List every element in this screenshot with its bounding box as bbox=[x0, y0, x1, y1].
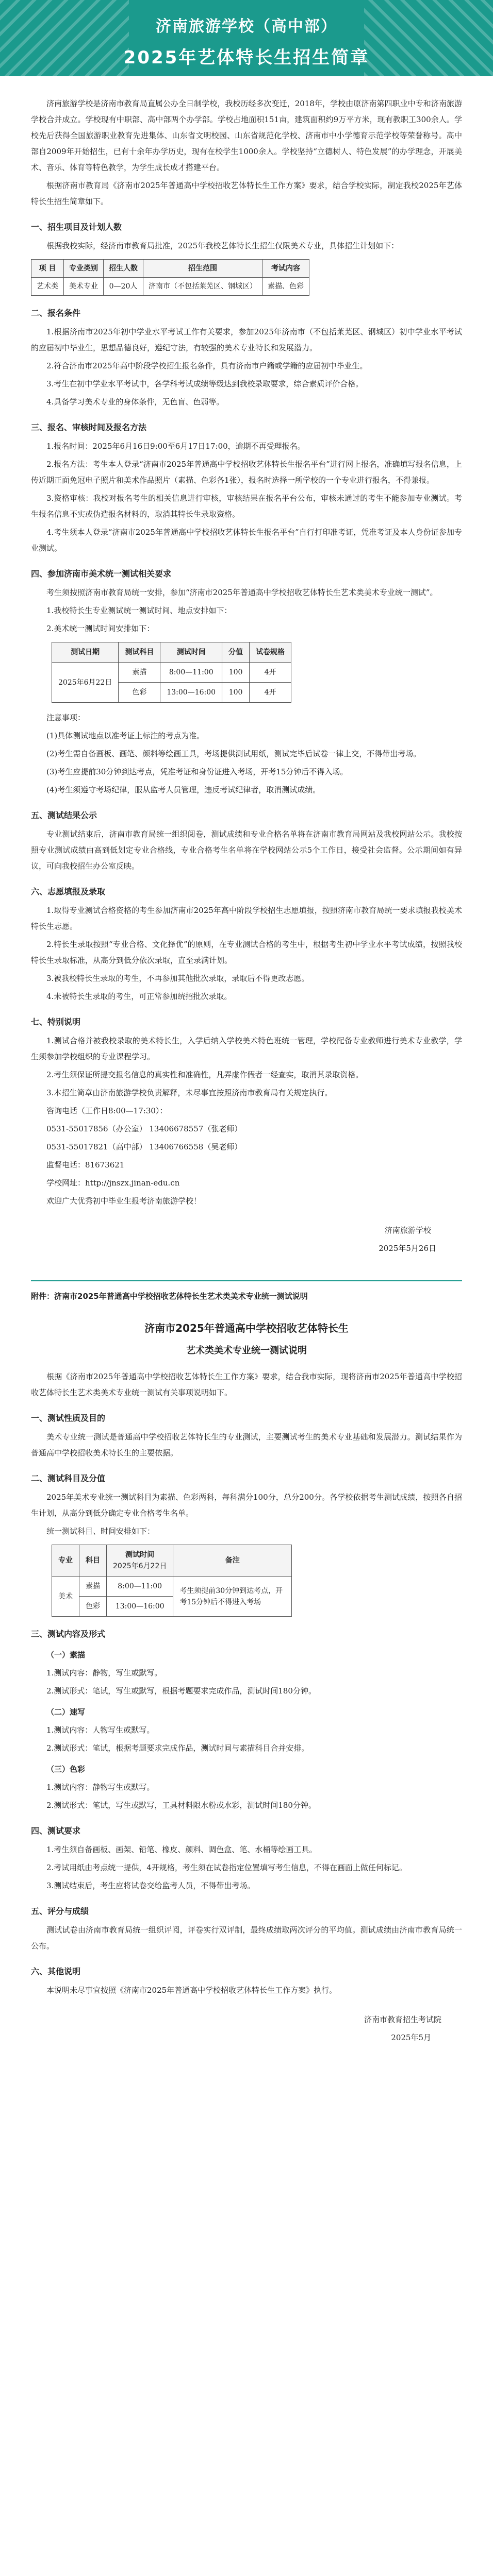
table-cell: 8:00—11:00 bbox=[107, 1577, 173, 1597]
paragraph: 美术专业统一测试是普通高中学校招收艺体特长生的专业测试，主要测试考生的美术专业基础和发展潜力。测试结果作为普通高中学校招收美术特长生的主要依据。 bbox=[31, 1432, 462, 1458]
table-cell: 素描 bbox=[79, 1577, 107, 1597]
paragraph: 根据我校实际，经济南市教育局批准，2025年我校艺体特长生招生仅限美术专业，具体招生计划如下： bbox=[46, 241, 399, 250]
table-header: 招生范围 bbox=[143, 260, 262, 278]
section-heading: 六、其他说明 bbox=[31, 1967, 81, 1976]
paragraph: 专业测试结束后，济南市教育局统一组织阅卷，测试成绩和专业合格名单将在济南市教育局网站及我校网站公示。我校按照专业测试成绩由高到低划定专业合格线，专业合格考生名单将在学校网站公示5个工作日，接受社会监督。公示期间如有异议，可向我校招生办公室反映。 bbox=[31, 829, 462, 871]
attachment-title: 济南市2025年普通高中学校招收艺体特长生 bbox=[144, 1322, 349, 1334]
section-heading: 三、测试内容及形式 bbox=[31, 1629, 106, 1639]
list-item: 2.考试用纸由考点统一提供，4开规格，考生须在试卷指定位置填写考生信息，不得在画面上做任何标记。 bbox=[46, 1863, 407, 1872]
paragraph: 根据《济南市2025年普通高中学校招收艺体特长生工作方案》要求，结合我市实际，现将济南市2025年普通高中学校招收艺体特长生艺术类美术专业统一测试有关事项说明如下。 bbox=[31, 1372, 462, 1397]
table-header-date: 2025年6月22日 bbox=[113, 1562, 167, 1570]
welcome-text: 欢迎广大优秀初中毕业生报考济南旅游学校！ bbox=[46, 1196, 202, 1206]
list-item: 3.本招生简章由济南旅游学校负责解释，未尽事宜按照济南市教育局有关规定执行。 bbox=[46, 1088, 333, 1097]
attachment-signoff-date: 2025年5月 bbox=[391, 2033, 431, 2042]
paragraph: 2.美术统一测试时间安排如下： bbox=[46, 624, 155, 633]
attachment-body bbox=[0, 1367, 493, 2046]
list-item: 1.测试内容：静物，写生或默写。 bbox=[46, 1668, 162, 1677]
list-item: 2.特长生录取按照“专业合格、文化择优”的原则，在专业测试合格的考生中，根据考生初中学业水平考试成绩，按照我校特长生录取标准，从高分到低分依次录取，直至录满计划。 bbox=[31, 940, 462, 965]
contact-line: 0531-55017821（高中部） 13406766558（吴老师） bbox=[46, 1142, 242, 1151]
article-body bbox=[0, 76, 493, 1257]
list-item: 4.考生须本人登录“济南市2025年普通高中学校招收艺体特长生报名平台”自行打印准考证，凭准考证及本人身份证参加专业测试。 bbox=[31, 528, 462, 553]
table-header: 专业类别 bbox=[64, 260, 104, 278]
table-cell: 美术专业 bbox=[64, 278, 104, 296]
note-item: (1)具体测试地点以准考证上标注的考点为准。 bbox=[46, 731, 205, 740]
table-cell: 素描 bbox=[119, 663, 160, 683]
signoff-org: 济南旅游学校 bbox=[384, 1226, 431, 1235]
section-heading: 六、志愿填报及录取 bbox=[31, 887, 106, 896]
intro-paragraph: 济南旅游学校是济南市教育局直属公办全日制学校，我校历经多次变迁，2018年，学校由原济南第四职业中专和济南旅游学校合并成立。学校现有中职部、高中部两个办学部。学校占地面积151亩，建筑面积约9万平方米，现有教职工300余人。学校先后获得全国旅游职业教育先进集体、山东省文明校园、山东省规范化学校、济南市中小学德育示范学校等荣誉称号。高中部自2009年开始招生，已有十余年办学历史，现有在校学生1000余人。学校坚持“立德树人、特色发展”的办学理念，开展美术、音乐、体育等特色教学，为学生成长成才搭建平台。 bbox=[31, 99, 462, 172]
section-heading: 五、测试结果公示 bbox=[31, 810, 97, 820]
list-item: 1.报名时间：2025年6月16日9:00至6月17日17:00，逾期不再受理报名。 bbox=[46, 442, 305, 451]
section-heading: 二、报名条件 bbox=[31, 308, 81, 318]
attachment-signoff-org: 济南市教育招生考试院 bbox=[364, 2015, 441, 2024]
table-header: 专业 bbox=[52, 1545, 79, 1577]
section-heading: 五、评分与成绩 bbox=[31, 1906, 89, 1916]
table-cell: 13:00—16:00 bbox=[160, 683, 222, 703]
table-header: 考试内容 bbox=[262, 260, 309, 278]
list-item: 1.考生须自备画板、画架、铅笔、橡皮、颜料、调色盒、笔、水桶等绘画工具。 bbox=[46, 1845, 317, 1854]
table-header: 项 目 bbox=[31, 260, 64, 278]
table-header-label: 测试时间 bbox=[125, 1551, 155, 1559]
paragraph: 本说明未尽事宜按照《济南市2025年普通高中学校招收艺体特长生工作方案》执行。 bbox=[46, 1986, 337, 1995]
table-cell: 济南市（不包括莱芜区、钢城区） bbox=[143, 278, 262, 296]
list-item: 3.考生在初中学业水平考试中，各学科考试成绩等级达到我校录取要求，综合素质评价合格。 bbox=[46, 379, 364, 388]
table-header: 试卷规格 bbox=[250, 642, 291, 663]
signoff-date: 2025年5月26日 bbox=[379, 1244, 436, 1253]
school-name: 济南旅游学校（高中部） bbox=[156, 18, 337, 36]
contact-line: 0531-55017856（办公室） 13406678557（张老师） bbox=[46, 1124, 242, 1133]
note-item: (2)考生需自备画板、画笔、颜料等绘画工具，考场提供测试用纸，测试完毕后试卷一律上交，不得带出考场。 bbox=[46, 749, 421, 758]
list-item: 2.测试形式：笔试，根据考题要求完成作品，测试时间与素描科目合并安排。 bbox=[46, 1743, 309, 1753]
table-header: 备注 bbox=[173, 1545, 292, 1577]
section-heading: 四、参加济南市美术统一测试相关要求 bbox=[31, 569, 172, 579]
paragraph: 统一测试科目、时间安排如下： bbox=[46, 1527, 155, 1536]
table-header: 测试时间 bbox=[160, 642, 222, 663]
section-heading: 二、测试科目及分值 bbox=[31, 1473, 106, 1483]
subsection-heading: （二）速写 bbox=[46, 1707, 86, 1717]
table-cell: 4开 bbox=[250, 683, 291, 703]
paragraph: 考生须按照济南市教育局统一安排，参加“济南市2025年普通高中学校招收艺体特长生艺术类美术专业统一测试”。 bbox=[46, 588, 438, 597]
table-cell: 8:00—11:00 bbox=[160, 663, 222, 683]
table-header: 科目 bbox=[79, 1545, 107, 1577]
table-cell: 4开 bbox=[250, 663, 291, 683]
list-item: 1.根据济南市2025年初中学业水平考试工作有关要求，参加2025年济南市（不包括莱芜区、钢城区）初中学业水平考试的应届初中毕业生，思想品德良好，遵纪守法，有较强的美术专业特长和发展潜力。 bbox=[31, 327, 462, 352]
list-item: 1.取得专业测试合格资格的考生参加济南市2025年高中阶段学校招生志愿填报，按照济南市教育局统一要求填报我校美术特长生志愿。 bbox=[31, 906, 462, 931]
list-item: 1.测试合格并被我校录取的美术特长生，入学后纳入学校美术特色班统一管理，学校配备专业教师进行美术专业教学，学生须参加学校组织的专业课程学习。 bbox=[31, 1036, 462, 1061]
exam-schedule-table bbox=[52, 642, 291, 703]
attachment-label: 附件：济南市2025年普通高中学校招收艺体特长生艺术类美术专业统一测试说明 bbox=[31, 1280, 462, 1301]
list-item: 2.报名方法：考生本人登录“济南市2025年普通高中学校招收艺体特长生报名平台”进行网上报名，准确填写报名信息，上传近期正面免冠电子照片和美术作品照片（素描、色彩各1张），报名时选择一所学校的一个专业进行报名，不得兼报。 bbox=[31, 460, 462, 485]
list-item: 1.测试内容：静物写生或默写。 bbox=[46, 1783, 155, 1792]
table-header: 测试日期 bbox=[52, 642, 119, 663]
note-item: (3)考生应提前30分钟到达考点，凭准考证和身份证进入考场，开考15分钟后不得入场。 bbox=[46, 767, 348, 776]
list-item: 3.被我校特长生录取的考生，不再参加其他批次录取，录取后不得更改志愿。 bbox=[46, 974, 309, 983]
header-banner bbox=[0, 0, 493, 76]
school-website-link[interactable]: 学校网址：http://jnszx.jinan-edu.cn bbox=[46, 1178, 180, 1188]
table-row bbox=[31, 278, 309, 296]
section-heading: 四、测试要求 bbox=[31, 1826, 81, 1836]
page-title: 2025年艺体特长生招生简章 bbox=[123, 47, 370, 68]
section-heading: 一、招生项目及计划人数 bbox=[31, 222, 122, 232]
paragraph: 1.我校特长生专业测试统一测试时间、地点安排如下： bbox=[46, 606, 232, 615]
section-heading: 一、测试性质及目的 bbox=[31, 1413, 106, 1423]
intro-paragraph: 根据济南市教育局《济南市2025年普通高中学校招收艺体特长生工作方案》要求，结合学校实际，制定我校2025年艺体特长生招生简章如下。 bbox=[31, 181, 462, 206]
table-header: 测试科目 bbox=[119, 642, 160, 663]
attachment-schedule-table bbox=[52, 1545, 292, 1617]
table-header: 分值 bbox=[222, 642, 250, 663]
paragraph: 测试试卷由济南市教育局统一组织评阅，评卷实行双评制，最终成绩取两次评分的平均值。测试成绩由济南市教育局统一公布。 bbox=[31, 1925, 462, 1951]
list-item: 2.考生须保证所提交报名信息的真实性和准确性，凡弄虚作假者一经查实，取消其录取资格。 bbox=[46, 1070, 364, 1079]
table-cell: 素描、色彩 bbox=[262, 278, 309, 296]
table-cell: 13:00—16:00 bbox=[107, 1597, 173, 1617]
table-cell-note: 考生须提前30分钟到达考点，开考15分钟后不得进入考场 bbox=[173, 1577, 292, 1617]
list-item: 4.未被特长生录取的考生，可正常参加统招批次录取。 bbox=[46, 992, 232, 1001]
supervision-phone: 监督电话：81673621 bbox=[46, 1160, 125, 1170]
list-item: 4.具备学习美术专业的身体条件，无色盲、色弱等。 bbox=[46, 397, 224, 406]
paragraph: 2025年美术专业统一测试科目为素描、色彩两科，每科满分100分，总分200分。各学校依据考生测试成绩，按照各自招生计划，从高分到低分确定专业合格考生名单。 bbox=[31, 1493, 462, 1518]
subsection-heading: （三）色彩 bbox=[46, 1765, 86, 1774]
list-item: 3.测试结束后，考生应将试卷交给监考人员，不得带出考场。 bbox=[46, 1881, 255, 1890]
section-heading: 七、特别说明 bbox=[31, 1017, 81, 1027]
note-item: (4)考生须遵守考场纪律，服从监考人员管理，违反考试纪律者，取消测试成绩。 bbox=[46, 785, 321, 794]
table-header bbox=[107, 1545, 173, 1577]
table-header: 招生人数 bbox=[104, 260, 143, 278]
list-item: 3.资格审核：我校对报名考生的相关信息进行审核，审核结果在报名平台公布，审核未通过的考生不能参加专业测试。考生报名信息不实或伪造报名材料的，取消其特长生录取资格。 bbox=[31, 494, 462, 519]
table-cell: 0—20人 bbox=[104, 278, 143, 296]
notes-title: 注意事项： bbox=[46, 713, 86, 722]
enrollment-plan-table bbox=[31, 259, 309, 296]
subsection-heading: （一）素描 bbox=[46, 1650, 86, 1659]
list-item: 2.测试形式：笔试，写生或默写，工具材料限水粉或水彩，测试时间180分钟。 bbox=[46, 1801, 316, 1810]
table-row bbox=[52, 663, 291, 683]
table-cell-date: 2025年6月22日 bbox=[52, 663, 119, 703]
table-cell: 色彩 bbox=[79, 1597, 107, 1617]
list-item: 2.符合济南市2025年高中阶段学校招生报名条件，具有济南市户籍或学籍的应届初中毕业生。 bbox=[46, 361, 368, 370]
attachment-subtitle: 艺术类美术专业统一测试说明 bbox=[186, 1345, 307, 1356]
section-heading: 三、报名、审核时间及报名方法 bbox=[31, 422, 147, 432]
table-cell: 100 bbox=[222, 683, 250, 703]
table-row bbox=[52, 1577, 292, 1597]
list-item: 2.测试形式：笔试，写生或默写，根据考题要求完成作品，测试时间180分钟。 bbox=[46, 1686, 316, 1696]
table-cell: 100 bbox=[222, 663, 250, 683]
list-item: 1.测试内容：人物写生或默写。 bbox=[46, 1725, 155, 1735]
table-cell: 色彩 bbox=[119, 683, 160, 703]
table-cell-major: 美术 bbox=[52, 1577, 79, 1617]
table-cell: 艺术类 bbox=[31, 278, 64, 296]
contact-title: 咨询电话（工作日8:00—17:30）： bbox=[46, 1106, 168, 1115]
